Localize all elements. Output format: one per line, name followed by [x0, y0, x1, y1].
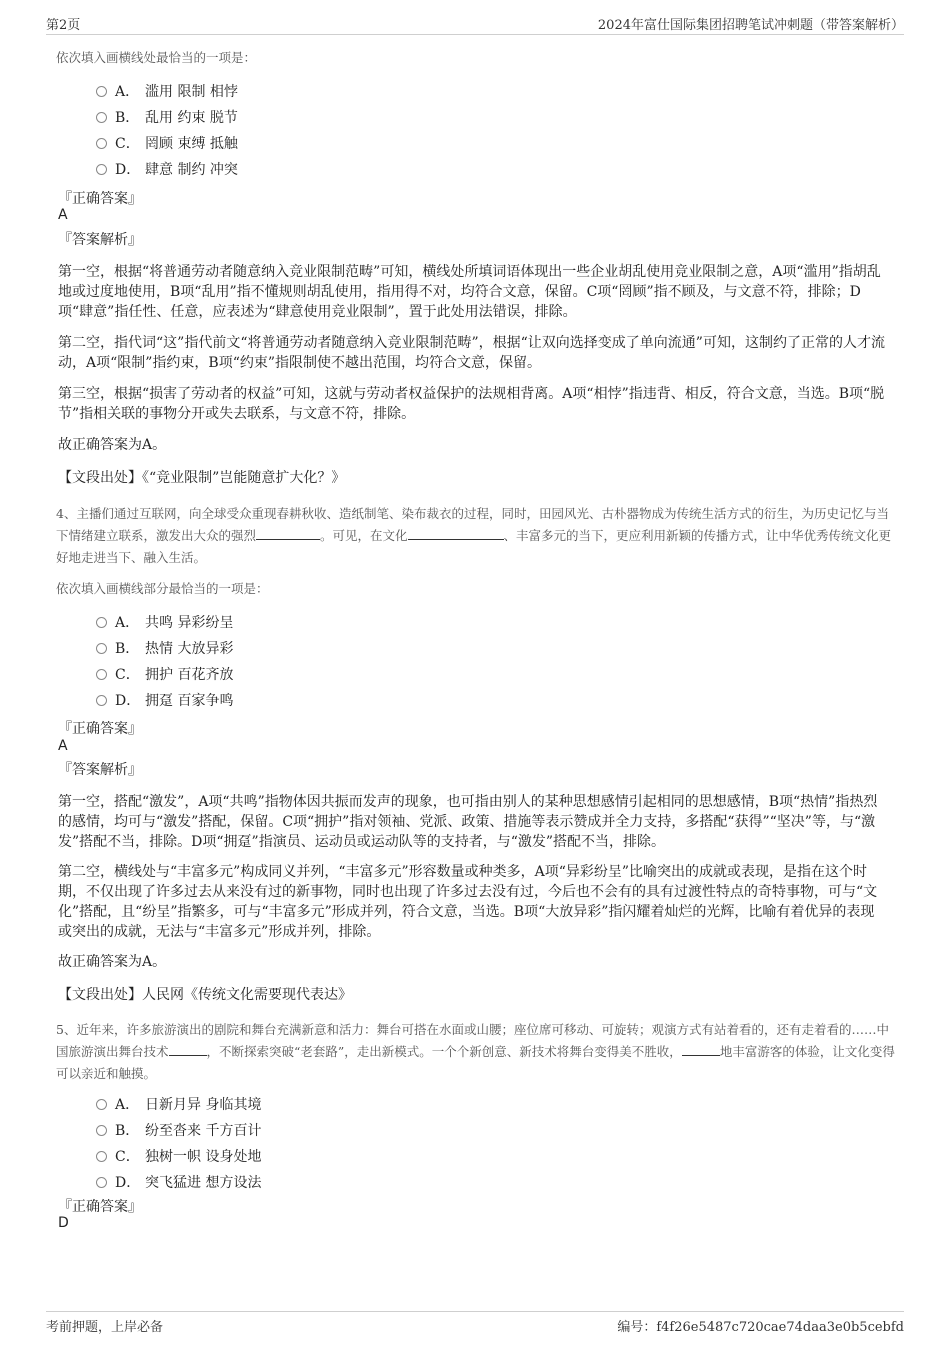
q4-option-b[interactable]: B． 热情 大放异彩 — [96, 636, 233, 662]
radio-icon[interactable] — [96, 1125, 107, 1136]
radio-icon[interactable] — [96, 617, 107, 628]
q3-answer-label: 『正确答案』 — [58, 191, 142, 207]
q3-answer: A — [58, 207, 68, 223]
q4-stem: 4、主播们通过互联网，向全球受众重现春耕秋收、造纸制笔、染布裁衣的过程，同时，田园风光、古朴器物成为传统生活方式的衍生，为历史记忆与当下情绪建立联系，激发出大众的强烈 。可见，在文化 、丰富多元的当下，更应利用新颖的传播方式，让中华优秀传统文化更好地走进当下、融入生活。 — [56, 506, 892, 565]
q3-option-a[interactable]: A． 滥用 限制 相悖 — [96, 79, 238, 105]
q4-source: 【文段出处】人民网《传统文化需要现代表达》 — [58, 987, 352, 1003]
radio-icon[interactable] — [96, 643, 107, 654]
q4-analysis-1: 第一空，搭配“激发”，A项“共鸣”指物体因共振而发声的现象，也可指由别人的某种思想感情引起相同的思想感情，B项“热情”指热烈的感情，均可与“激发”搭配，保留。C项“拥护”指对领袖、党派、政策、措施等表示赞成并全力支持，多搭配“获得”“坚决”等，与“激发”搭配不当，排除。D项“拥趸”指演员、运动员或运动队等的支持者，与“激发”搭配不当，排除。 — [58, 794, 878, 850]
radio-icon[interactable] — [96, 112, 107, 123]
q3-analysis-2: 第二空，指代词“这”指代前文“将普通劳动者随意纳入竞业限制范畴”，根据“让双向选择变成了单向流通”可知，这制约了正常的人才流动，A项“限制”指约束，B项“约束”指限制使不越出范围，均符合文意，保留。 — [58, 335, 885, 371]
q3-options — [96, 79, 238, 183]
q4-answer-label: 『正确答案』 — [58, 721, 142, 737]
q5-option-d[interactable]: D． 突飞猛进 想方设法 — [96, 1170, 261, 1196]
q3-option-b[interactable]: B． 乱用 约束 脱节 — [96, 105, 238, 131]
document-title: 2024年富仕国际集团招聘笔试冲刺题（带答案解析） — [597, 18, 904, 33]
q4-blank-1 — [256, 525, 320, 540]
q4-conclusion: 故正确答案为A。 — [58, 954, 167, 970]
q4-analysis-2: 第二空，横线处与“丰富多元”构成同义并列，“丰富多元”形容数量或种类多，A项“异彩纷呈”比喻突出的成就或表现，是指在这个时期，不仅出现了许多过去从来没有过的新事物，同时也出现了许多过去没有过，今后也不会有的具有过渡性特点的奇特事物，可与“文化”搭配，且“纷呈”指繁多，可与“丰富多元”形成并列，符合文意，当选。B项“大放异彩”指闪耀着灿烂的光辉，比喻有着优异的表现或突出的成就，无法与“丰富多元”形成并列，排除。 — [58, 864, 878, 940]
footer-slogan: 考前押题，上岸必备 — [46, 1320, 164, 1335]
q4-option-a[interactable]: A． 共鸣 异彩纷呈 — [96, 610, 233, 636]
q3-analysis-3: 第三空，根据“损害了劳动者的权益”可知，这就与劳动者权益保护的法规相背离。A项“相悖”指违背、相反，符合文意，当选。B项“脱节”指相关联的事物分开或失去联系，与文意不符，排除。 — [58, 386, 885, 422]
q5-option-b[interactable]: B． 纷至沓来 千方百计 — [96, 1118, 261, 1144]
page-header — [46, 14, 904, 35]
q3-conclusion: 故正确答案为A。 — [58, 437, 167, 453]
radio-icon[interactable] — [96, 695, 107, 706]
q5-answer-label: 『正确答案』 — [58, 1199, 142, 1215]
q4-options — [96, 610, 233, 714]
q3-analysis-1: 第一空，根据“将普通劳动者随意纳入竞业限制范畴”可知，横线处所填词语体现出一些企业胡乱使用竞业限制之意，A项“滥用”指胡乱地或过度地使用，B项“乱用”指不懂规则胡乱使用，指用得不对，均符合文意，保留。C项“罔顾”指不顾及，与文意不符，排除；D项“肆意”指任性、任意，应表述为“肆意使用竞业限制”，置于此处用法错误，排除。 — [58, 264, 881, 320]
q3-option-c[interactable]: C． 罔顾 束缚 抵触 — [96, 131, 238, 157]
radio-icon[interactable] — [96, 86, 107, 97]
q5-option-c[interactable]: C． 独树一帜 设身处地 — [96, 1144, 261, 1170]
radio-icon[interactable] — [96, 164, 107, 175]
q5-option-a[interactable]: A． 日新月异 身临其境 — [96, 1092, 261, 1118]
radio-icon[interactable] — [96, 1177, 107, 1188]
radio-icon[interactable] — [96, 669, 107, 680]
q3-prompt: 依次填入画横线处最恰当的一项是： — [56, 50, 257, 65]
q4-answer: A — [58, 738, 68, 754]
q4-blank-2 — [408, 525, 504, 540]
q4-option-d[interactable]: D． 拥趸 百家争鸣 — [96, 688, 233, 714]
radio-icon[interactable] — [96, 138, 107, 149]
page-number: 第2页 — [46, 18, 81, 33]
q5-stem: 5、近年来，许多旅游演出的剧院和舞台充满新意和活力：舞台可搭在水面或山腰；座位席可移动、可旋转；观演方式有站着看的，还有走着看的……中国旅游演出舞台技术 ，不断探索突破“老套路”，走出新模式。一个个新创意、新技术将舞台变得美不胜收， 地丰富游客的体验，让文化变得可以亲近和触摸。 — [56, 1022, 895, 1081]
q5-answer: D — [58, 1215, 69, 1231]
radio-icon[interactable] — [96, 1151, 107, 1162]
q5-blank-1 — [169, 1041, 207, 1056]
radio-icon[interactable] — [96, 1099, 107, 1110]
q3-source: 【文段出处】《“竞业限制”岂能随意扩大化？》 — [58, 470, 346, 486]
q4-prompt: 依次填入画横线部分最恰当的一项是： — [56, 581, 269, 596]
q4-option-c[interactable]: C． 拥护 百花齐放 — [96, 662, 233, 688]
document-code: 编号：f4f26e5487c720cae74daa3e0b5cebfd — [617, 1320, 904, 1335]
q5-options — [96, 1092, 261, 1196]
page-footer — [46, 1311, 904, 1336]
q5-blank-2 — [682, 1041, 720, 1056]
q3-option-d[interactable]: D． 肆意 制约 冲突 — [96, 157, 238, 183]
q4-analysis-label: 『答案解析』 — [58, 762, 142, 778]
q3-analysis-label: 『答案解析』 — [58, 232, 142, 248]
